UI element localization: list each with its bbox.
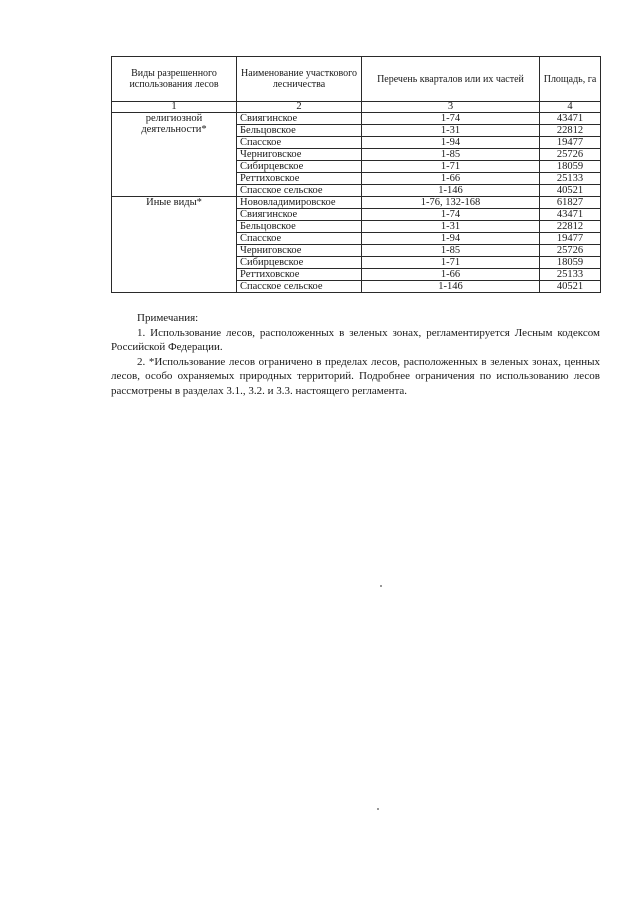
quarters-cell: 1-66 [362,173,540,185]
forestry-name-cell: Черниговское [237,149,362,161]
quarters-cell: 1-74 [362,113,540,125]
header-use-type: Виды разрешенного использования лесов [112,57,237,102]
forestry-name-cell: Спасское сельское [237,185,362,197]
use-type-cell: Иные виды* [112,197,237,293]
table-body [112,113,601,293]
table-row [112,197,601,209]
use-type-cell: религиозной деятельности* [112,113,237,197]
quarters-cell: 1-76, 132-168 [362,197,540,209]
area-cell: 25133 [540,269,601,281]
area-cell: 19477 [540,137,601,149]
forestry-name-cell: Спасское [237,137,362,149]
area-cell: 25133 [540,173,601,185]
quarters-cell: 1-71 [362,257,540,269]
forestry-name-cell: Бельцовское [237,125,362,137]
quarters-cell: 1-146 [362,185,540,197]
scan-speck [380,585,382,587]
forestry-name-cell: Сибирцевское [237,161,362,173]
area-cell: 40521 [540,185,601,197]
scan-speck [377,808,379,810]
area-cell: 25726 [540,245,601,257]
forestry-name-cell: Сибирцевское [237,257,362,269]
column-number: 2 [237,102,362,113]
header-forestry-name: Наименование участкового лесничества [237,57,362,102]
header-area: Площадь, га [540,57,601,102]
column-number: 4 [540,102,601,113]
area-cell: 40521 [540,281,601,293]
notes-title: Примечания: [137,312,199,324]
note-item: 2. *Использование лесов ограничено в пределах лесов, расположенных в зеленых зонах, ценных лесов, особо охраняемых природных территорий. Подробнее ограничения по использованию лесов рассмотрены в разделах 3.1., 3.2. и 3.3. настоящего регламента. [111,355,600,397]
area-cell: 43471 [540,113,601,125]
area-cell: 61827 [540,197,601,209]
table-header-row [112,57,601,102]
forestry-name-cell: Реттиховское [237,173,362,185]
forestry-name-cell: Бельцовское [237,221,362,233]
forestry-name-cell: Свиягинское [237,209,362,221]
forest-use-table [111,56,601,293]
area-cell: 18059 [540,257,601,269]
forestry-name-cell: Черниговское [237,245,362,257]
area-cell: 18059 [540,161,601,173]
column-number: 1 [112,102,237,113]
note-item: 1. Использование лесов, расположенных в зеленых зонах, регламентируется Лесным кодексом Российской Федерации. [111,326,600,353]
forestry-name-cell: Реттиховское [237,269,362,281]
area-cell: 25726 [540,149,601,161]
forest-use-table-container [111,56,600,293]
table-row [112,113,601,125]
forestry-name-cell: Свиягинское [237,113,362,125]
quarters-cell: 1-71 [362,161,540,173]
quarters-cell: 1-94 [362,137,540,149]
area-cell: 43471 [540,209,601,221]
column-number-row [112,102,601,113]
forestry-name-cell: Спасское [237,233,362,245]
area-cell: 22812 [540,221,601,233]
quarters-cell: 1-146 [362,281,540,293]
forestry-name-cell: Нововладимировское [237,197,362,209]
quarters-cell: 1-85 [362,149,540,161]
quarters-cell: 1-85 [362,245,540,257]
header-quarters: Перечень кварталов или их частей [362,57,540,102]
quarters-cell: 1-31 [362,221,540,233]
quarters-cell: 1-94 [362,233,540,245]
forestry-name-cell: Спасское сельское [237,281,362,293]
quarters-cell: 1-31 [362,125,540,137]
area-cell: 22812 [540,125,601,137]
column-number: 3 [362,102,540,113]
notes-section [111,311,600,398]
quarters-cell: 1-66 [362,269,540,281]
area-cell: 19477 [540,233,601,245]
quarters-cell: 1-74 [362,209,540,221]
